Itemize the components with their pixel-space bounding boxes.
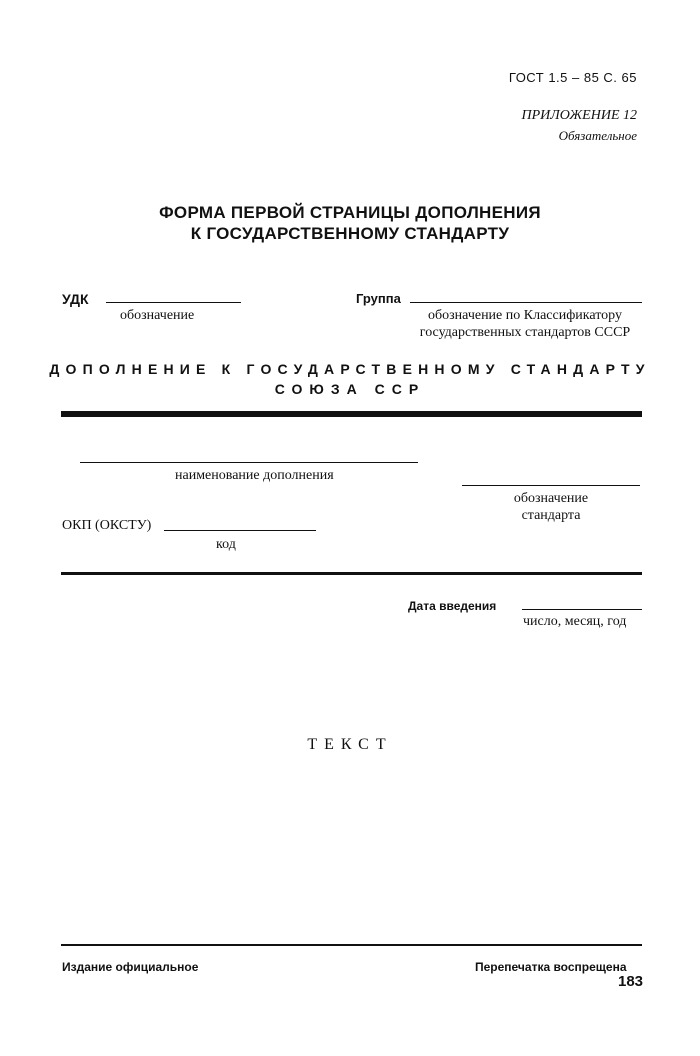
footer-reprint-notice: Перепечатка воспрещена	[475, 960, 627, 974]
appendix-label: ПРИЛОЖЕНИЕ 12	[521, 108, 637, 123]
footer-official-edition: Издание официальное	[62, 960, 199, 974]
standard-designation-line	[462, 485, 640, 486]
standard-reference: ГОСТ 1.5 – 85 С. 65	[508, 70, 637, 85]
group-field-line	[410, 302, 642, 303]
standard-caption-line2: стандарта	[521, 508, 581, 523]
group-label: Группа	[356, 291, 401, 306]
okp-label: ОКП (ОКСТУ)	[62, 518, 152, 533]
udk-caption: обозначение	[120, 308, 195, 323]
udk-label: УДК	[62, 291, 89, 307]
group-caption-line1: обозначение по Классификатору	[428, 308, 622, 323]
supplement-heading-line1: ДОПОЛНЕНИЕ К ГОСУДАРСТВЕННОМУ СТАНДАРТУ	[49, 361, 651, 377]
date-caption: число, месяц, год	[523, 614, 627, 629]
supplement-name-line	[80, 462, 418, 463]
udk-field-line	[106, 302, 241, 303]
group-caption	[400, 307, 650, 341]
footer-separator	[61, 944, 642, 946]
form-title-line1: ФОРМА ПЕРВОЙ СТРАНИЦЫ ДОПОЛНЕНИЯ	[159, 203, 541, 222]
okp-field-line	[164, 530, 316, 531]
okp-code-caption: код	[216, 537, 236, 552]
supplement-heading-line2: СОЮЗА ССР	[274, 381, 426, 397]
text-heading: ТЕКСТ	[307, 736, 393, 753]
page-number: 183	[618, 973, 644, 990]
section-separator	[61, 572, 642, 575]
mandatory-label: Обязательное	[558, 128, 637, 143]
supplement-name-caption: наименование дополнения	[175, 468, 334, 483]
form-title-line2: К ГОСУДАРСТВЕННОМУ СТАНДАРТУ	[190, 224, 510, 243]
thick-separator	[61, 411, 642, 417]
standard-caption-line1: обозначение	[513, 491, 589, 506]
date-field-line	[522, 609, 642, 610]
date-label: Дата введения	[408, 599, 497, 613]
standard-designation-caption	[463, 490, 639, 524]
group-caption-line2: государственных стандартов СССР	[419, 325, 631, 340]
